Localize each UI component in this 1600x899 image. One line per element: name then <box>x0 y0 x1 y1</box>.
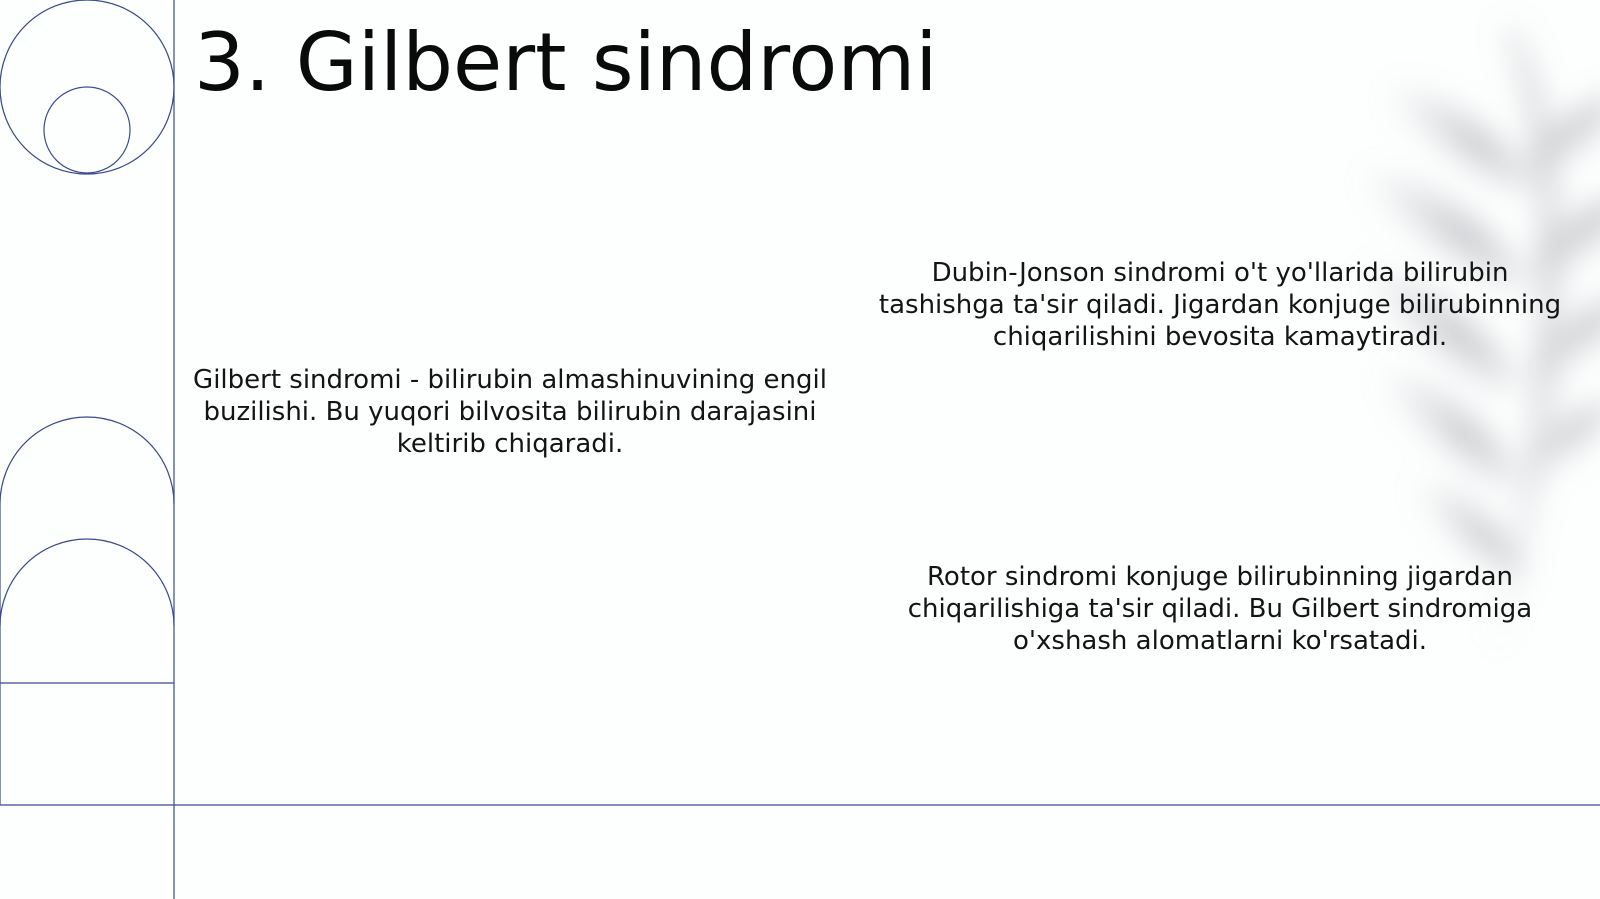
upper-arch <box>0 417 174 805</box>
small-circle <box>44 87 130 173</box>
dubin-johnson-description: Dubin-Jonson sindromi o't yo'llarida bilirubin tashishga ta'sir qiladi. Jigardan konjuge bilirubinning chiqarilishini bevosita kamaytiradi. <box>878 258 1562 352</box>
rotor-description: Rotor sindromi konjuge bilirubinning jigardan chiqarilishiga ta'sir qiladi. Bu Gilbert sindromiga o'xshash alomatlarni ko'rsatadi. <box>907 562 1533 656</box>
gilbert-description: Gilbert sindromi - bilirubin almashinuvining engil buzilishi. Bu yuqori bilvosita bilirubin darajasini keltirib chiqaradi. <box>193 365 827 459</box>
slide-title: 3. Gilbert sindromi <box>194 16 938 109</box>
lower-arch <box>0 539 174 626</box>
